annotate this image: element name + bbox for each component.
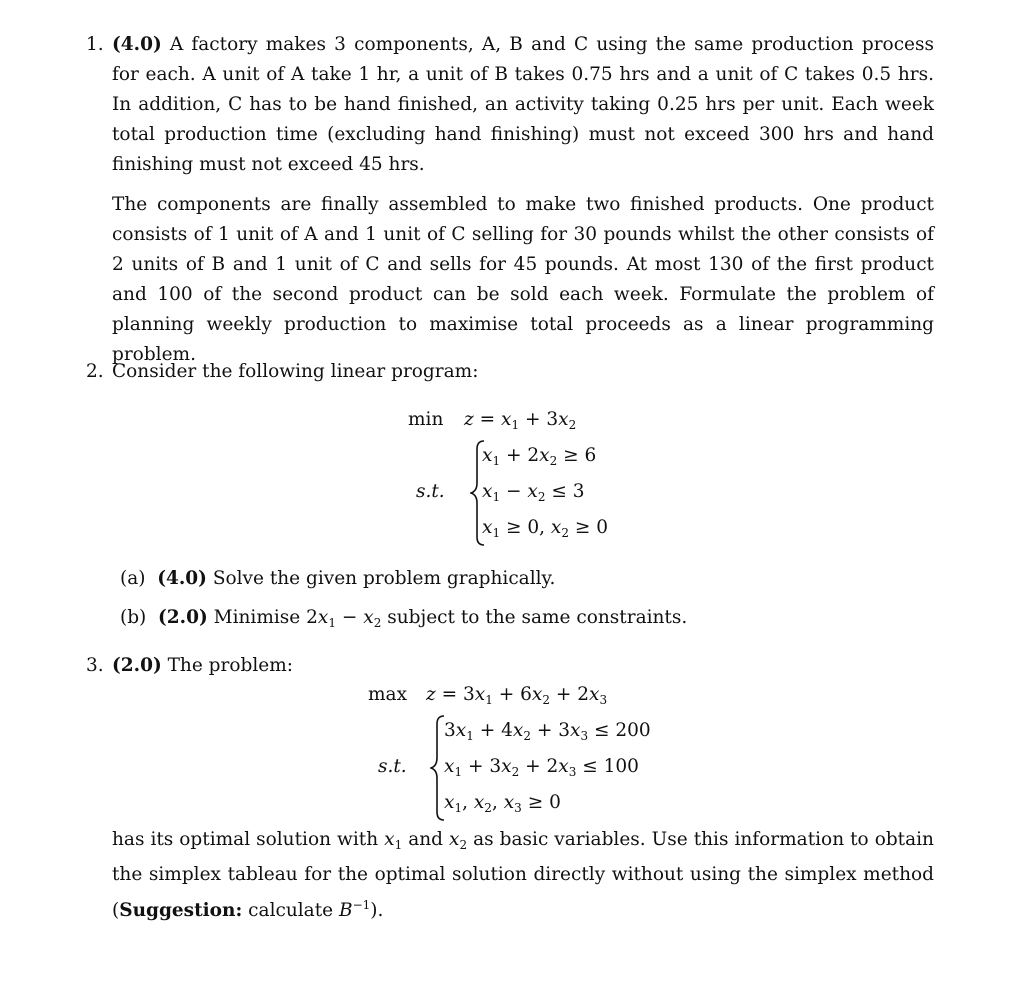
question-1-points: (4.0)	[112, 34, 162, 55]
question-2a-text: Solve the given problem graphically.	[212, 568, 556, 589]
question-2b-points: (2.0)	[158, 607, 208, 628]
lp3-constraint-1: $3x_1 + 4x_2 + 3x_3 \le 200$	[444, 720, 651, 743]
question-3-text-post: calculate	[248, 900, 334, 921]
question-3-intro: The problem:	[167, 655, 293, 676]
question-3-text-end: ).	[370, 900, 384, 921]
question-1-para1	[112, 30, 934, 180]
lp2-constraint-2: $x_1 - x_2 \le 3$	[482, 481, 585, 504]
question-2b	[120, 603, 687, 638]
question-2-number: 2.	[86, 361, 104, 382]
question-1-number: 1.	[86, 34, 104, 55]
lp2-st-label: s.t.	[416, 481, 445, 502]
question-1-para2: The components are finally assembled to make two finished products. One product consists of 1 unit of A and 1 unit of C selling for 30 pounds whilst the other consists of 2 units of B and 1 unit of C and sells for 45 pounds. At most 130 of the first product and 100 of the second product can be sold each week. Formulate the problem of planning weekly production to maximise total proceeds as a linear programming problem.	[112, 194, 934, 365]
question-2b-label: (b)	[120, 607, 147, 628]
question-1	[86, 30, 934, 370]
question-3-text-and: and	[408, 829, 444, 850]
question-1-para1-text: A factory makes 3 components, A, B and C using the same production process for each. A unit of A take 1 hr, a unit of B takes 0.75 hrs and a unit of C takes 0.5 hrs. In addition, C has to be hand finished, an activity taking 0.25 hrs per unit. Each week total production time (excluding hand finishing) must not exceed 300 hrs and hand finishing must not exceed 45 hrs.	[112, 34, 934, 175]
lp-problem-2	[408, 405, 648, 545]
lp-problem-3	[368, 680, 668, 820]
question-2b-objective: $2x_1 - x_2$	[306, 607, 382, 630]
question-3-points: (2.0)	[112, 655, 162, 676]
lp3-constraint-2: $x_1 + 3x_2 + 2x_3 \le 100$	[444, 756, 639, 779]
question-2	[86, 357, 934, 387]
question-3-text-pre: has its optimal solution with	[112, 829, 379, 850]
question-3-body	[86, 825, 934, 926]
question-3	[86, 651, 934, 681]
question-3-x1: $x_1$	[384, 829, 403, 852]
lp2-constraint-1: $x_1 + 2x_2 \ge 6$	[482, 445, 597, 468]
question-2a-label: (a)	[120, 568, 146, 589]
question-3-intro-line	[112, 651, 934, 681]
question-2a-points: (4.0)	[157, 568, 207, 589]
question-3-x2: $x_2$	[449, 829, 468, 852]
lp2-objective-keyword: min	[408, 409, 444, 430]
question-3-suggestion: Suggestion:	[119, 900, 243, 921]
question-3-text-mid: as basic variables. Use this information to obtain the simplex tableau for the optimal solution directly without using the simplex method (	[112, 829, 934, 921]
question-2a	[120, 564, 555, 594]
lp2-constraint-3: $x_1 \ge 0$, $x_2 \ge 0$	[482, 517, 609, 540]
lp3-objective: $z = 3x_1 + 6x_2 + 2x_3$	[426, 684, 608, 707]
question-2b-text-pre: Minimise	[213, 607, 301, 628]
question-2b-text-post: subject to the same constraints.	[387, 607, 688, 628]
question-3-number: 3.	[86, 655, 104, 676]
lp3-st-label: s.t.	[378, 756, 407, 777]
lp3-objective-keyword: max	[368, 684, 408, 705]
question-3-binverse: $B^{-1}$	[338, 898, 371, 921]
question-2-intro: Consider the following linear program:	[112, 361, 479, 382]
question-3-text	[112, 825, 934, 926]
lp2-objective: $z = x_1 + 3x_2$	[464, 409, 577, 432]
lp3-constraint-3: $x_1$, $x_2$, $x_3 \ge 0$	[444, 792, 561, 815]
